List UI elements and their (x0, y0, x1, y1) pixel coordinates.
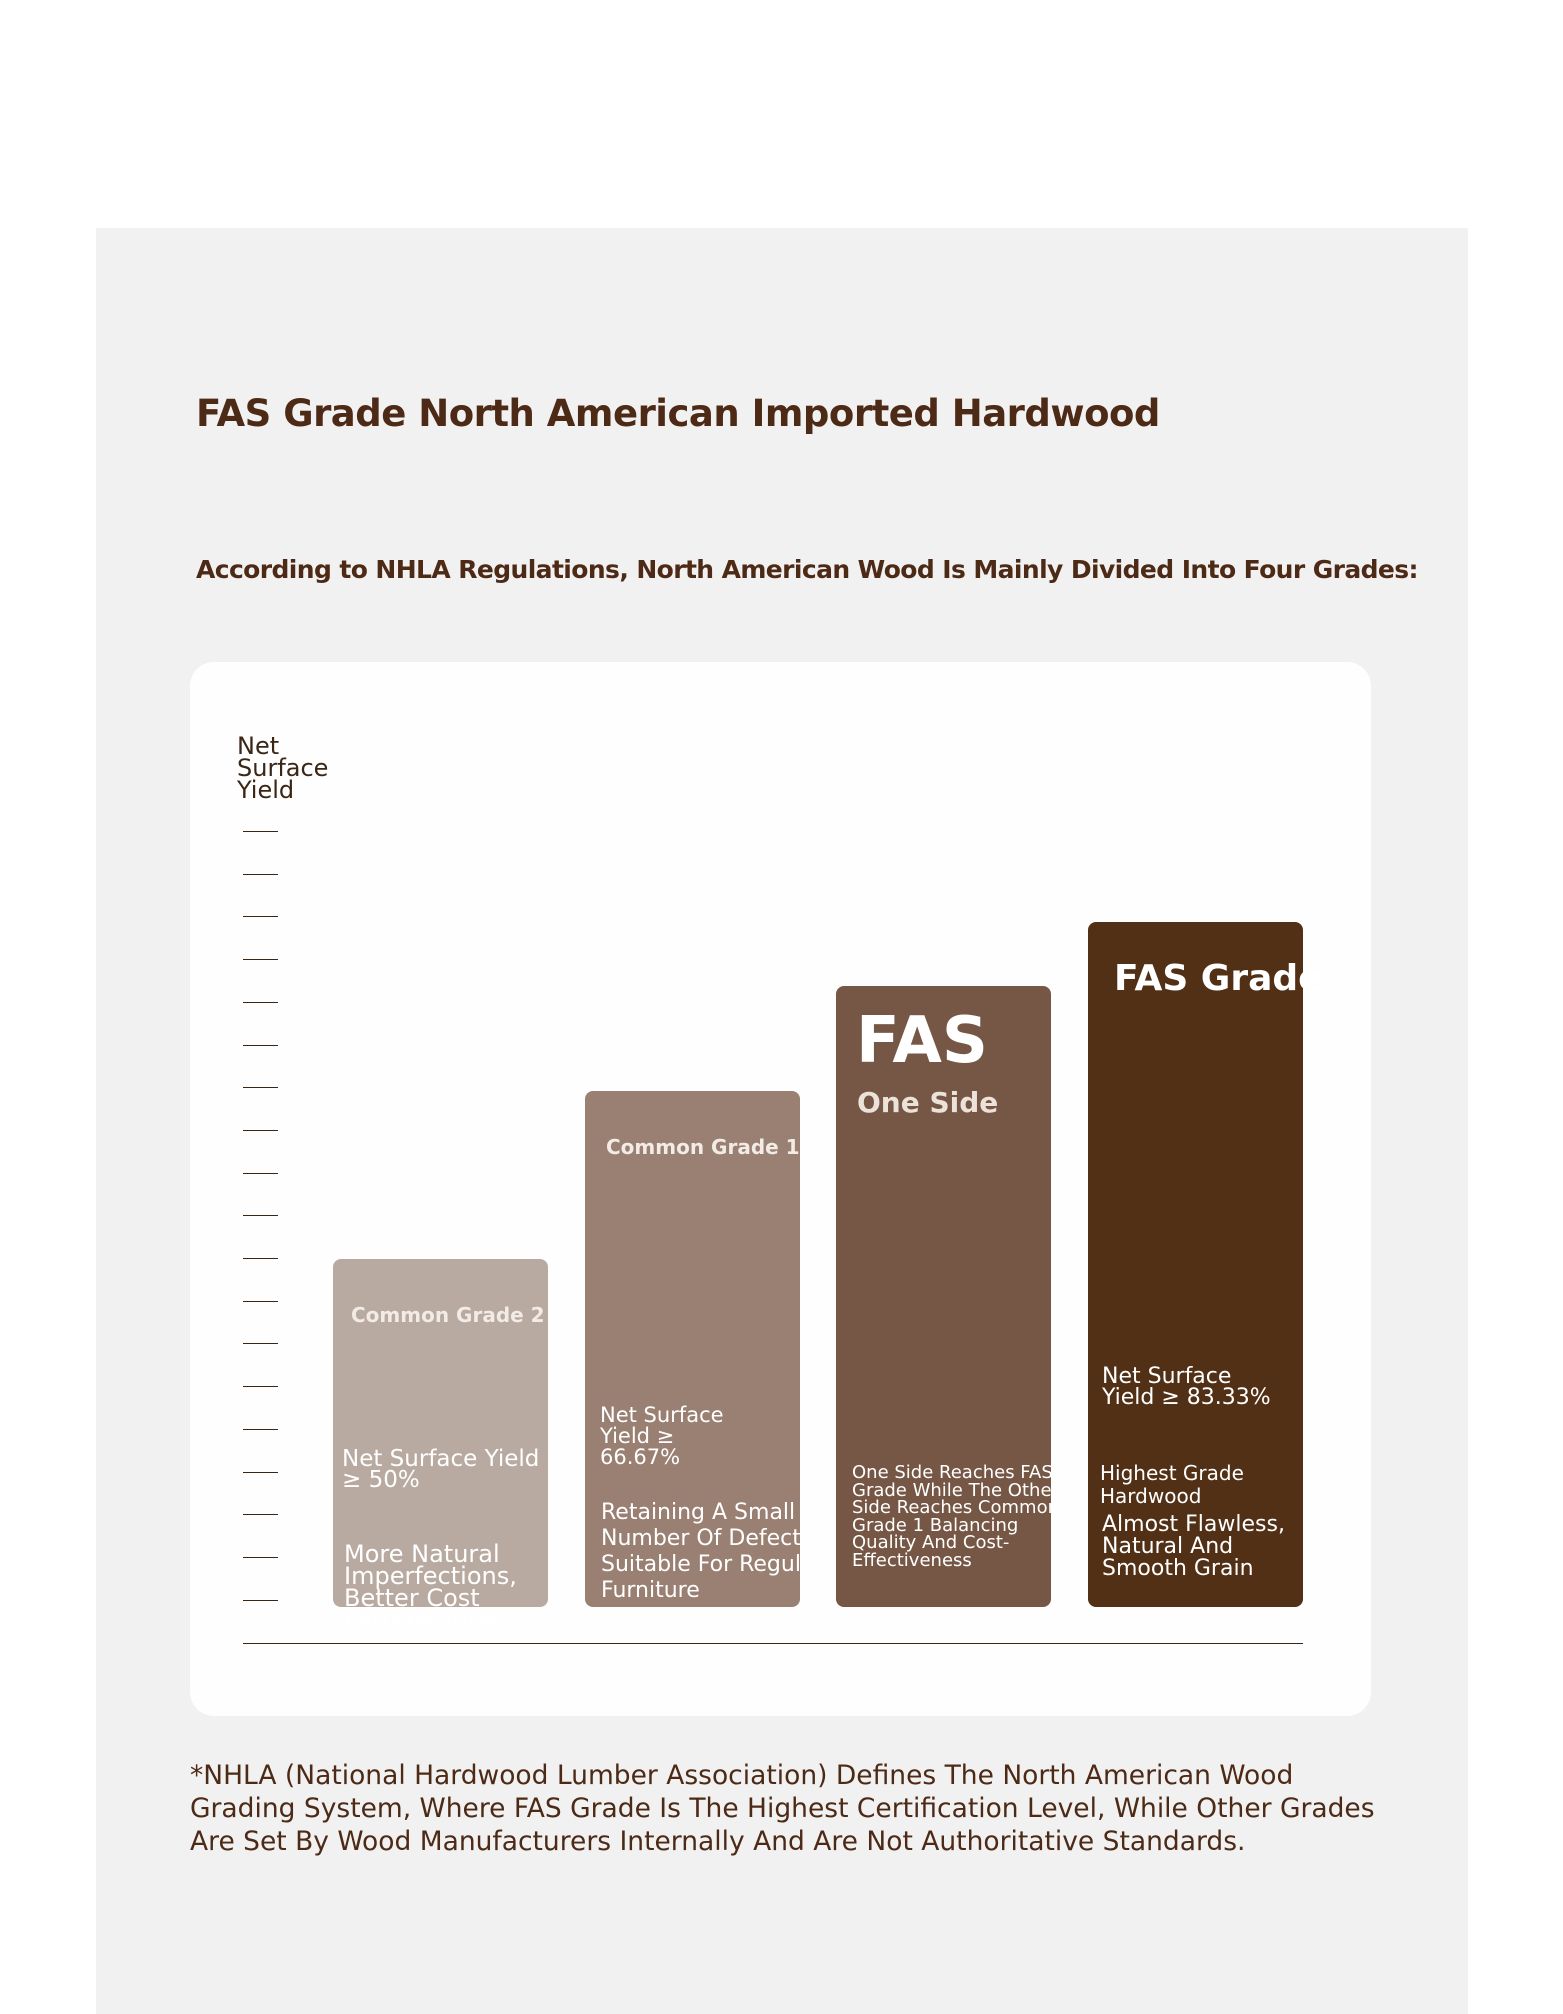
y-axis-tick (243, 1215, 278, 1216)
y-axis-tick (243, 1557, 278, 1558)
y-axis-tick (243, 1472, 278, 1473)
y-axis-tick (243, 959, 278, 960)
bar-description: Almost Flawless, Natural And Smooth Grain (1102, 1512, 1285, 1581)
x-axis-line (243, 1643, 1303, 1644)
y-axis-tick (243, 916, 278, 917)
y-axis-tick (243, 831, 278, 832)
bar-label: FAS (856, 1004, 988, 1079)
y-axis-tick (243, 1002, 278, 1003)
page-title: FAS Grade North American Imported Hardwood (196, 392, 1160, 435)
y-axis-tick (243, 874, 278, 875)
bar-yield-label: Net Surface Yield ≥ 50% (342, 1446, 540, 1494)
bar-description: Retaining A Small Number Of Defects Suitable For Regular Furniture (601, 1499, 824, 1603)
y-axis-tick (243, 1045, 278, 1046)
bar-label-line2: One Side (857, 1086, 999, 1120)
bar-label: FAS Grade (1114, 958, 1323, 999)
bar-yield-label: Net Surface Yield ≥ 66.67% (600, 1402, 724, 1469)
bar-common-grade-1 (585, 1091, 824, 1608)
bar-label: Common Grade 1 (606, 1134, 800, 1159)
bar-yield-label: Net Surface Yield ≥ 83.33% (1102, 1364, 1271, 1410)
y-axis-tick (243, 1386, 278, 1387)
bar-fas-grade (1088, 922, 1323, 1607)
y-axis-tick (243, 1600, 278, 1601)
y-axis-tick (243, 1087, 278, 1088)
bar-highlight: Highest Grade Hardwood (1100, 1461, 1244, 1508)
page-subtitle: According to NHLA Regulations, North American Wood Is Mainly Divided Into Four Grades: (196, 555, 1418, 584)
bar-fas-one-side (836, 986, 1059, 1607)
y-axis-tick (243, 1258, 278, 1259)
y-axis-tick (243, 1514, 278, 1515)
bar-label: Common Grade 2 (351, 1303, 545, 1328)
y-axis-tick (243, 1130, 278, 1131)
y-axis-tick (243, 1173, 278, 1174)
y-axis-tick (243, 1429, 278, 1430)
y-axis-label: Net Surface Yield (237, 732, 329, 804)
y-axis-tick (243, 1343, 278, 1344)
footnote: *NHLA (National Hardwood Lumber Association) Defines The North American Wood Grading System, Where FAS Grade Is The Highest Certification Level, While Other Grades Are Set By Wood Manufacturers Internally And Are Not Authoritative Standards. (190, 1760, 1375, 1857)
bar-common-grade-2 (333, 1259, 548, 1635)
bar-description: One Side Reaches FAS Grade While The Other Side Reaches Common Grade 1 Balancing Quality And Cost-Effectiveness (852, 1462, 1059, 1571)
y-axis-tick (243, 1301, 278, 1302)
bar-description: More Natural Imperfections, Better Cost Performance (344, 1540, 517, 1635)
